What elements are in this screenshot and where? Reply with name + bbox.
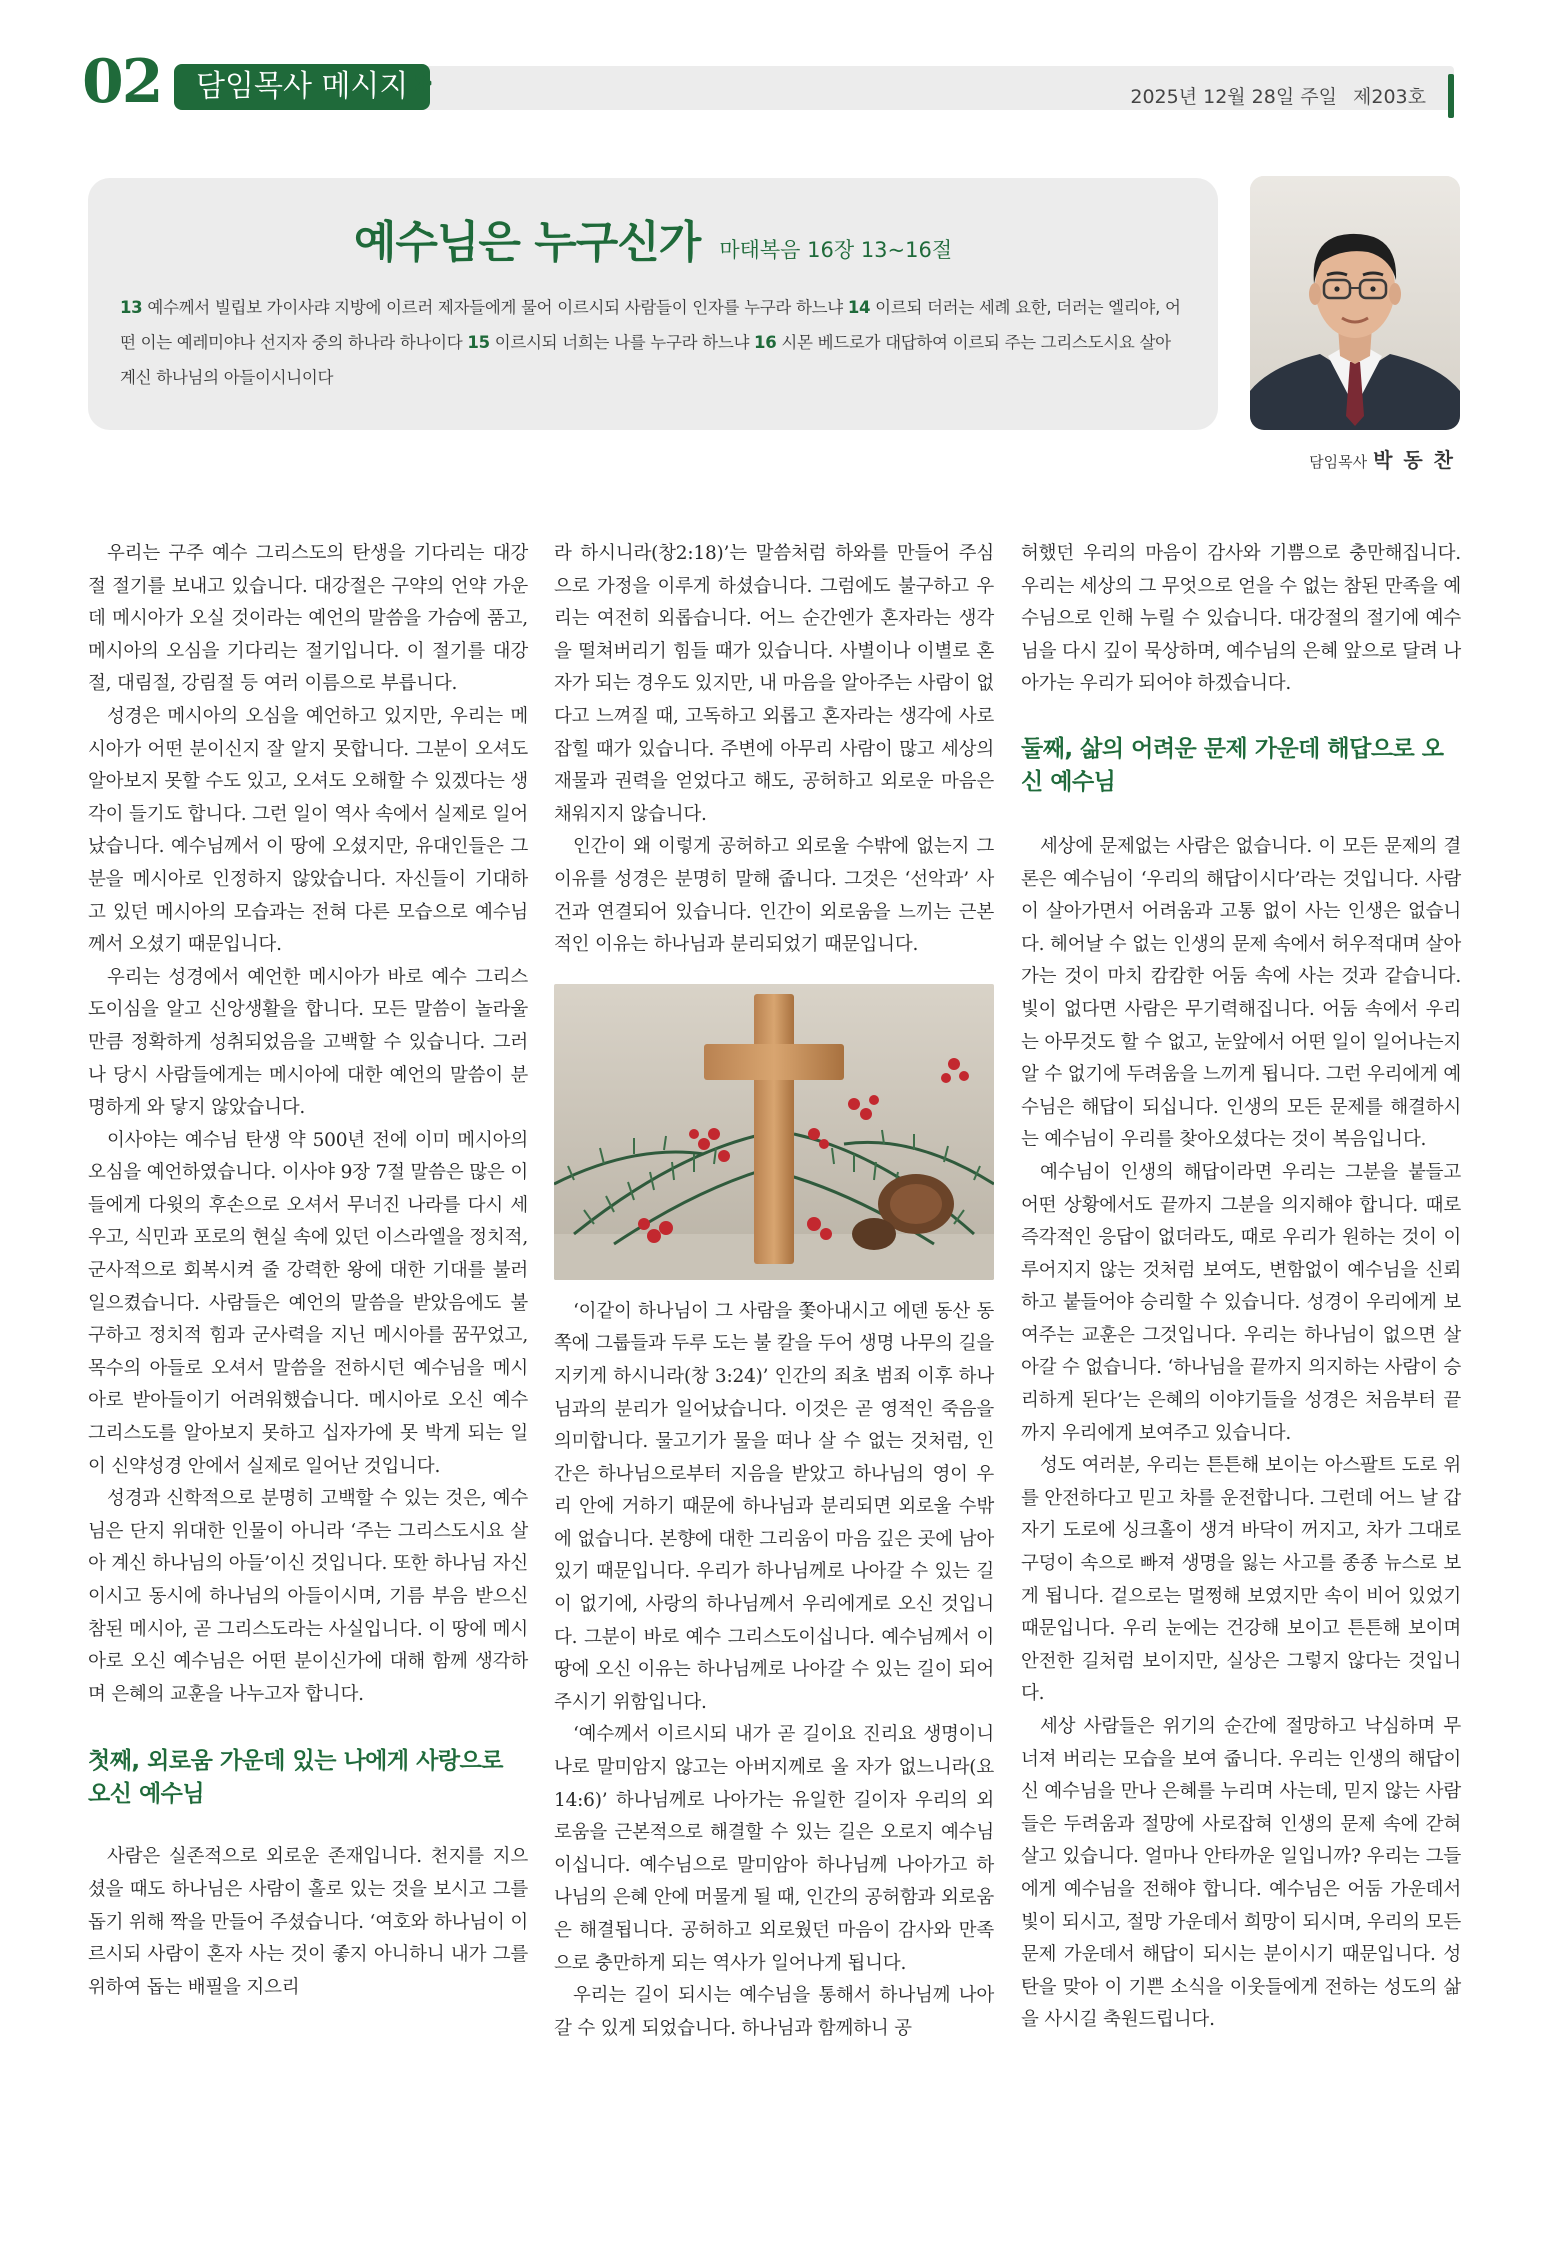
header-bar (382, 66, 1454, 110)
title-row (88, 206, 1218, 270)
cross-image (554, 984, 994, 1280)
paragraph: ‘이같이 하나님이 그 사람을 쫓아내시고 에덴 동산 동쪽에 그룹들과 두루 도는 불 칼을 두어 생명 나무의 길을 지키게 하시니라(창 3:24)’ 인간의 죄초 범죄 이후 하나님과의 분리가 일어났습니다. 이것은 곧 영적인 죽음을 의미합니다. 물고기가 물을 떠나 살 수 없는 것처럼, 인간은 하나님으로부터 지음을 받았고 하나님의 영이 우리 안에 거하기 때문에 하나님과 분리되면 외로울 수밖에 없습니다. 본향에 대한 그리움이 마음 깊은 곳에 남아 있기 때문입니다. 우리가 하나님께로 나아갈 수 있는 길이 없기에, 사랑의 하나님께서 우리에게로 오신 것입니다. 그분이 바로 예수 그리스도이십니다. 예수님께서 이 땅에 오신 이유는 하나님께로 나아갈 수 있는 길이 되어 주시기 위함입니다. (554, 1300, 994, 1713)
paragraph: 예수님이 인생의 해답이라면 우리는 그분을 붙들고 어떤 상황에서도 끝까지 그분을 의지해야 합니다. 때로 즉각적인 응답이 없더라도, 때로 우리가 원하는 것이 이루어지지 않는 것처럼 보여도, 변함없이 예수님을 신뢰하고 붙들어야 승리할 수 있습니다. 성경이 우리에게 보여주는 교훈은 그것입니다. 우리는 하나님이 없으면 살아갈 수 없습니다. ‘하나님을 끝까지 의지하는 사람이 승리하게 된다’는 은혜의 이야기들을 성경은 처음부터 끝까지 우리에게 보여주고 있습니다. (1021, 1161, 1461, 1444)
header-end-mark (1448, 74, 1454, 118)
cross-christmas-icon (554, 984, 994, 1280)
section-heading-1: 첫째, 외로움 가운데 있는 나에게 사랑으로 오신 예수님 (88, 1748, 503, 1808)
paragraph: 우리는 성경에서 예언한 메시아가 바로 예수 그리스도이심을 알고 신앙생활을 합니다. 모든 말씀이 놀라울 만큼 정확하게 성취되었음을 고백할 수 있습니다. 그러나 당시 사람들에게는 메시아에 대한 예언의 말씀이 분명하게 와 닿지 않았습니다. (88, 966, 528, 1119)
sermon-title: 예수님은 누구신가 (353, 217, 701, 268)
pastor-caption (1309, 444, 1455, 473)
paragraph: 허했던 우리의 마음이 감사와 기쁨으로 충만해집니다. 우리는 세상의 그 무엇으로 얻을 수 없는 참된 만족을 예수님으로 인해 누릴 수 있습니다. 대강절의 절기에 예수님을 다시 깊이 묵상하며, 예수님의 은혜 앞으로 달려 나아가는 우리가 되어야 하겠습니다. (1021, 543, 1461, 695)
pastor-title: 담임목사 (1309, 453, 1368, 471)
paragraph: ‘예수께서 이르시되 내가 곧 길이요 진리요 생명이니 나로 말미암지 않고는 아버지께로 올 자가 없느니라(요 14:6)’ 하나님께로 나아가는 유일한 길이자 우리의 외로움을 근본적으로 해결할 수 있는 길은 오로지 예수님이십니다. 예수님으로 말미암아 하나님께 나아가고 하나님의 은혜 안에 머물게 될 때, 인간의 공허함과 외로움은 해결됩니다. 공허하고 외로웠던 마음이 감사와 만족으로 충만하게 되는 역사가 일어나게 됩니다. (554, 1724, 994, 1974)
paragraph: 사람은 실존적으로 외로운 존재입니다. 천지를 지으셨을 때도 하나님은 사람이 홀로 있는 것을 보시고 그를 돕기 위해 짝을 만들어 주셨습니다. ‘여호와 하나님이 이르시되 사람이 혼자 사는 것이 좋지 아니하니 내가 그를 위하여 돕는 배필을 지으리 (88, 1846, 528, 1998)
verse-number: 15 (467, 333, 490, 352)
paragraph: 성경은 메시아의 오심을 예언하고 있지만, 우리는 메시아가 어떤 분이신지 잘 알지 못합니다. 그분이 오셔도 알아보지 못할 수도 있고, 오셔도 오해할 수 있겠다는 생각이 들기도 합니다. 그런 일이 역사 속에서 실제로 일어났습니다. 예수님께서 이 땅에 오셨지만, 유대인들은 그분을 메시아로 인정하지 않았습니다. 자신들이 기대하고 있던 메시아의 모습과는 전혀 다른 모습으로 예수님께서 오셨기 때문입니다. (88, 705, 528, 956)
article-column-3 (1021, 538, 1461, 2037)
paragraph: 우리는 길이 되시는 예수님을 통해서 하나님께 나아갈 수 있게 되었습니다. 하나님과 함께하니 공 (554, 1985, 994, 2039)
paragraph: 성도 여러분, 우리는 튼튼해 보이는 아스팔트 도로 위를 안전하다고 믿고 차를 운전합니다. 그런데 어느 날 갑자기 도로에 싱크홀이 생겨 바닥이 꺼지고, 차가 그대로 구덩이 속으로 빠져 생명을 잃는 사고를 종종 뉴스로 보게 됩니다. 겉으로는 멀쩡해 보였지만 속이 비어 있었기 때문입니다. 우리 눈에는 건강해 보이고 튼튼해 보이며 안전한 길처럼 보이지만, 실상은 그렇지 않다는 것입니다. (1021, 1455, 1461, 1705)
verse-text: 이르되 더러는 세례 요한, 더러는 엘리야, 어떤 이는 예레미야나 선지자 중의 하나라 하나이다 (120, 298, 1181, 352)
pastor-portrait-icon (1250, 176, 1460, 430)
pastor-photo (1250, 176, 1460, 430)
paragraph: 우리는 구주 예수 그리스도의 탄생을 기다리는 대강절 절기를 보내고 있습니다. 대강절은 구약의 언약 가운데 메시아가 오실 것이라는 예언의 말씀을 가슴에 품고, 메시아의 오심을 기다리는 절기입니다. 이 절기를 대강절, 대림절, 강림절 등 여러 이름으로 부릅니다. (88, 543, 528, 695)
article-column-2 (554, 538, 994, 2045)
verse-number: 13 (120, 298, 143, 317)
scripture-text (120, 290, 1190, 395)
issue-info (1120, 82, 1426, 109)
issue-number: 제203호 (1353, 86, 1426, 108)
article-column-1 (88, 538, 528, 2004)
paragraph: 성경과 신학적으로 분명히 고백할 수 있는 것은, 예수님은 단지 위대한 인물이 아니라 ‘주는 그리스도시요 살아 계신 하나님의 아들’이신 것입니다. 또한 하나님 자신이시고 동시에 하나님의 아들이시며, 기름 부음 받으신 참된 메시아, 곧 그리스도라는 사실입니다. 이 땅에 메시아로 오신 예수님은 어떤 분이신가에 대해 함께 생각하며 은혜의 교훈을 나누고자 합니다. (88, 1488, 528, 1705)
section-label: 담임목사 메시지 (174, 64, 430, 110)
verse-text: 이르시되 너희는 나를 누구라 하느냐 (489, 333, 755, 352)
sermon-title-box (88, 178, 1218, 430)
verse-text: 예수께서 빌립보 가이사랴 지방에 이르러 제자들에게 물어 이르시되 사람들이 인자를 누구라 하느냐 (142, 298, 848, 317)
page-number: 02 (82, 47, 162, 117)
page-header (82, 47, 1462, 118)
paragraph: 세상 사람들은 위기의 순간에 절망하고 낙심하며 무너져 버리는 모습을 보여 줍니다. 우리는 인생의 해답이신 예수님을 만나 은혜를 누리며 사는데, 믿지 않는 사람들은 두려움과 절망에 사로잡혀 인생의 문제 속에 갇혀 살고 있습니다. 얼마나 안타까운 일입니까? 우리는 그들에게 예수님을 전해야 합니다. 예수님은 어둠 가운데서 빛이 되시고, 절망 가운데서 희망이 되시며, 우리의 모든 문제 가운데서 해답이 되시는 분이시기 때문입니다. 성탄을 맞아 이 기쁜 소식을 이웃들에게 전하는 성도의 삶을 사시길 축원드립니다. (1021, 1716, 1461, 2031)
pastor-name: 박 동 찬 (1373, 448, 1455, 472)
paragraph: 이사야는 예수님 탄생 약 500년 전에 이미 메시아의 오심을 예언하였습니다. 이사야 9장 7절 말씀은 많은 이들에게 다윗의 후손으로 오셔서 무너진 나라를 다시 세우고, 식민과 포로의 현실 속에 있던 이스라엘을 정치적, 군사적으로 회복시켜 줄 강력한 왕에 대한 기대를 불러일으켰습니다. 사람들은 예언의 말씀을 받았음에도 불구하고 정치적 힘과 군사력을 지닌 메시아를 꿈꾸었고, 목수의 아들로 오셔서 말씀을 전하시던 예수님을 메시아로 받아들이기 어려워했습니다. 메시아로 오신 예수 그리스도를 알아보지 못하고 십자가에 못 박게 되는 일이 신약성경 안에서 실제로 일어난 것입니다. (88, 1129, 528, 1477)
paragraph: 세상에 문제없는 사람은 없습니다. 이 모든 문제의 결론은 예수님이 ‘우리의 해답이시다’라는 것입니다. 사람이 살아가면서 어려움과 고통 없이 사는 인생은 없습니다. 헤어날 수 없는 인생의 문제 속에서 허우적대며 살아가는 것이 마치 캄캄한 어둠 속에 사는 것과 같습니다. 빛이 없다면 사람은 무기력해집니다. 어둠 속에서 우리는 아무것도 할 수 없고, 눈앞에서 어떤 일이 일어나는지 알 수 없기에 두려움을 느끼게 됩니다. 그런 우리에게 예수님은 해답이 되십니다. 인생의 모든 문제를 해결하시는 예수님이 우리를 찾아오셨다는 것이 복음입니다. (1021, 835, 1461, 1151)
issue-date: 2025년 12월 28일 주일 (1130, 86, 1337, 108)
verse-number: 16 (754, 333, 777, 352)
chevron-right-icon: » (412, 62, 428, 102)
section-heading-2: 둘째, 삶의 어려운 문제 가운데 해답으로 오신 예수님 (1021, 735, 1444, 795)
scripture-reference: 마태복음 16장 13~16절 (719, 238, 953, 262)
verse-text: 시몬 베드로가 대답하여 이르되 주는 그리스도시요 살아 계신 하나님의 아들이시니이다 (120, 333, 1171, 387)
paragraph: 라 하시니라(창2:18)’는 말씀처럼 하와를 만들어 주심으로 가정을 이루게 하셨습니다. 그럼에도 불구하고 우리는 여전히 외롭습니다. 어느 순간엔가 혼자라는 생각을 떨쳐버리기 힘들 때가 있습니다. 사별이나 이별로 혼자가 되는 경우도 있지만, 내 마음을 알아주는 사람이 없다고 느껴질 때, 고독하고 외롭고 혼자라는 생각에 사로잡힐 때가 있습니다. 주변에 아무리 사람이 많고 세상의 재물과 권력을 얻었다고 해도, 공허하고 외로운 마음은 채워지지 않습니다. (554, 543, 994, 825)
verse-number: 14 (847, 298, 871, 317)
paragraph: 인간이 왜 이렇게 공허하고 외로울 수밖에 없는지 그 이유를 성경은 분명히 말해 줍니다. 그것은 ‘선악과’ 사건과 연결되어 있습니다. 인간이 외로움을 느끼는 근본적인 이유는 하나님과 분리되었기 때문입니다. (554, 836, 994, 956)
